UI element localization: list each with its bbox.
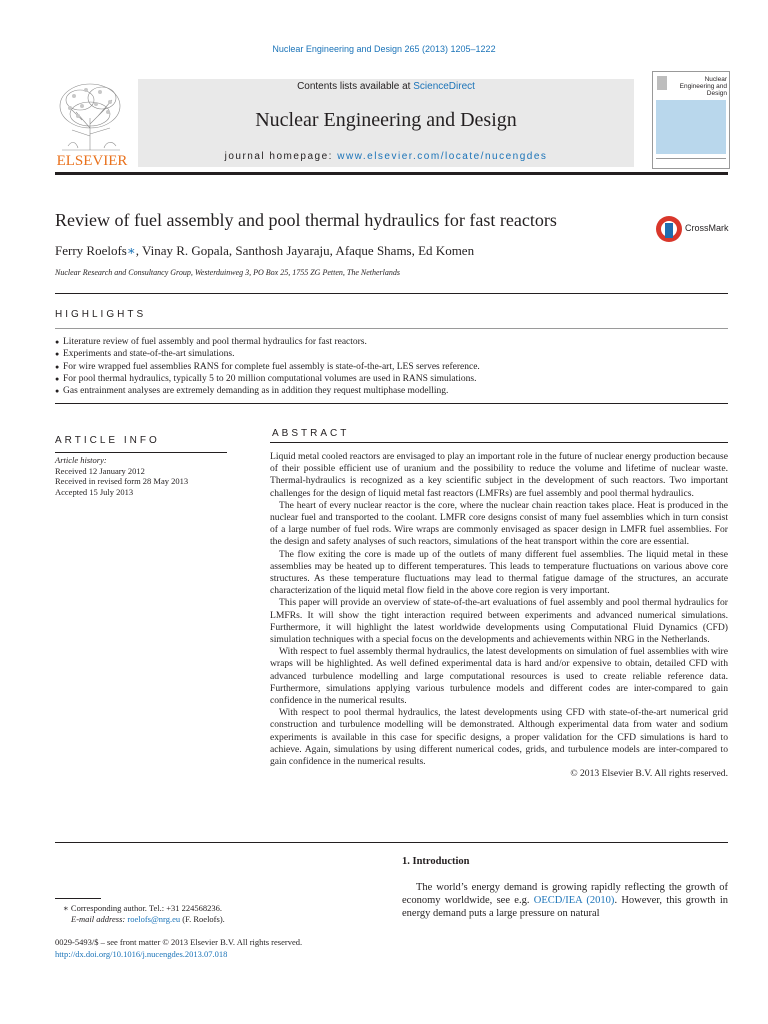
cover-title: Nuclear Engineering and Design	[679, 76, 727, 97]
journal-citation[interactable]: Nuclear Engineering and Design 265 (2013) 1205–1222	[272, 44, 496, 54]
contents-prefix: Contents lists available at	[297, 81, 414, 92]
highlights-list	[55, 336, 728, 397]
email-line	[55, 914, 355, 925]
copyright-notice: © 2013 Elsevier B.V. All rights reserved.	[570, 768, 728, 780]
abstract-paragraph: With respect to pool thermal hydraulics, the latest developments using CFD with state-of-the-art numerical grid construction and turbulence modelling will be demonstrated. Although experimental data from water and sodium experiments is available in this case for specific designs, a proper validation for the CFD simulations is hard to achieve. Again, simulations by using different numerical codes, grids, and turbulence models are inter-compared to gain confidence in the numerical results.	[270, 707, 728, 768]
elsevier-wordmark: ELSEVIER	[56, 153, 128, 168]
revised-date: Received in revised form 28 May 2013	[55, 476, 189, 486]
homepage-line	[138, 151, 634, 162]
abstract-paragraph: Liquid metal cooled reactors are envisaged to play an important role in the future of nuclear energy production because of their possible efficient use of uranium and the possibility to reduce the volume and lifetime of nuclear waste. Thermal-hydraulics is recognized as a key scientific subject in the development of such reactors. Two important challenges for the design of liquid metal fast reactors (LMFRs) are fuel assembly and pool thermal hydraulics.	[270, 451, 728, 499]
highlights-heading: HIGHLIGHTS	[55, 309, 147, 320]
elsevier-logo[interactable]	[52, 78, 132, 168]
journal-header	[138, 79, 634, 167]
history-label: Article history:	[55, 455, 107, 465]
paper-title: Review of fuel assembly and pool thermal hydraulics for fast reactors	[55, 210, 557, 230]
contents-line	[138, 81, 634, 92]
received-date: Received 12 January 2012	[55, 465, 145, 476]
journal-name: Nuclear Engineering and Design	[255, 109, 517, 131]
sciencedirect-link[interactable]: ScienceDirect	[413, 81, 475, 92]
crossmark-icon	[654, 214, 684, 244]
reference-link[interactable]: OECD/IEA (2010)	[533, 894, 615, 906]
abstract-heading: ABSTRACT	[272, 428, 350, 439]
highlight-item: ● For wire wrapped fuel assemblies RANS for complete fuel assembly is state-of-the-art, LES serves reference.	[55, 361, 728, 373]
cover-image	[656, 100, 726, 154]
author-list	[55, 243, 474, 259]
article-info-rule	[55, 452, 227, 453]
abstract-paragraph: This paper will provide an overview of state-of-the-art evaluations of fuel assembly and pool thermal hydraulics for LMFRs. It will show the tight interaction required between experiments and advanced numerical simulations. Furthermore, it will highlight the latest worldwide developments using Computational Fluid Dynamics (CFD) simulation techniques with a special focus on the developments and achievements within NRG in the Netherlands.	[270, 597, 728, 646]
highlights-top-rule	[55, 293, 728, 294]
introduction-heading: 1. Introduction	[402, 856, 470, 867]
email-suffix: (F. Roelofs).	[180, 914, 225, 924]
affiliation: Nuclear Research and Consultancy Group, Westerduinweg 3, PO Box 25, 1755 ZG Petten, The Netherlands	[55, 268, 400, 277]
accepted-date: Accepted 15 July 2013	[55, 486, 134, 497]
corresponding-author-mark[interactable]: ∗	[126, 243, 136, 258]
footnote-rule	[55, 898, 101, 899]
abstract-paragraph: The flow exiting the core is made up of the outlets of many different fuel assemblies. The liquid metal in these assemblies may be heated up to different temperatures. This leads to temperature fluctuations on various above core structures. As these temperature fluctuations may lead to thermal fatigue damage of the structures, an accurate characterization of the liquid metal flow field in the above core region is very important.	[270, 548, 728, 597]
email-label: E-mail address:	[71, 914, 128, 924]
highlights-bottom-rule	[55, 403, 728, 404]
highlight-item: ● Gas entrainment analyses are extremely demanding as in addition they request multiphase modelling.	[55, 385, 728, 397]
corresponding-author-note	[55, 903, 355, 914]
abstract-bottom-rule	[55, 842, 728, 843]
footnote-mark: ∗	[63, 903, 69, 913]
header-rule	[55, 172, 728, 175]
email-link[interactable]: roelofs@nrg.eu	[127, 914, 181, 924]
highlight-item: ● Literature review of fuel assembly and pool thermal hydraulics for fast reactors.	[55, 336, 728, 348]
highlight-item: ● For pool thermal hydraulics, typically 5 to 20 million computational volumes are used in RANS simulations.	[55, 373, 728, 385]
homepage-prefix: journal homepage:	[224, 151, 338, 162]
intro-text: The world’s energy demand is growing rapidly reflecting the growth of economy worldwide, see e.g.	[402, 882, 728, 906]
doi-link[interactable]: http://dx.doi.org/10.1016/j.nucengdes.2013.07.018	[55, 948, 228, 959]
highlights-rule	[55, 328, 728, 329]
bottom-notes	[55, 937, 385, 960]
highlight-item: ● Experiments and state-of-the-art simulations.	[55, 348, 728, 360]
article-info-heading: ARTICLE INFO	[55, 435, 160, 446]
footnote	[55, 903, 355, 925]
issn-line: 0029-5493/$ – see front matter © 2013 Elsevier B.V. All rights reserved.	[55, 937, 303, 947]
article-history	[55, 455, 227, 497]
abstract-paragraph: The heart of every nuclear reactor is the core, where the nuclear chain reaction takes place. Heat is produced in the nuclear fuel and transported to the coolant. LMFR core designs consist of many fuel assemblies which in turn consist of a large number of fuel rods. Wire wraps are commonly envisaged as spacer design in LMFR fuel assemblies. For the design and safety analyses of such reactors, simulations of the heat transport within the core are essential.	[270, 499, 728, 548]
cover-footer	[656, 158, 726, 164]
cover-logo-icon	[657, 76, 667, 90]
abstract-paragraph: With respect to fuel assembly thermal hydraulics, the latest developments on simulation of fuel assemblies with wire wraps will be highlighted. As well defined experimental data is hard and/or expensive to obtain, detailed CFD with advanced turbulence modelling and large computational resources is used to create reliable reference data. Furthermore, simulations applying various turbulence models and different codes are inter-compared to gain confidence in the numerical results.	[270, 646, 728, 707]
coauthor-names: , Vinay R. Gopala, Santhosh Jayaraju, Afaque Shams, Ed Komen	[135, 243, 475, 258]
corresponding-text: Corresponding author. Tel.: +31 224568236.	[68, 903, 223, 913]
author-name: Ferry Roelofs	[55, 243, 127, 258]
abstract-body	[270, 451, 728, 780]
abstract-rule	[270, 442, 728, 443]
introduction-body	[402, 882, 728, 920]
crossmark-badge[interactable]	[654, 214, 730, 244]
journal-cover[interactable]	[652, 71, 730, 169]
crossmark-label: CrossMark	[685, 223, 729, 233]
homepage-link[interactable]: www.elsevier.com/locate/nucengdes	[337, 151, 548, 162]
intro-text-continued: . However, this growth in energy demand puts a large pressure on natural	[402, 894, 728, 919]
elsevier-tree-icon	[52, 78, 132, 168]
